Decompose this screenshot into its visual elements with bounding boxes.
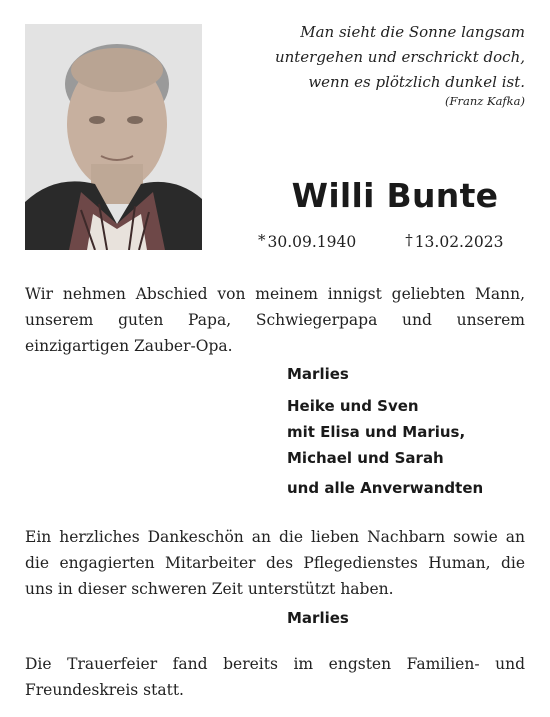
- death-date: 13.02.2023: [414, 233, 504, 251]
- life-dates: [258, 231, 538, 251]
- portrait-photo-icon: [25, 24, 202, 250]
- birth-date: 30.09.1940: [267, 233, 357, 251]
- funeral-paragraph: Die Trauerfeier fand bereits im engsten Familien- und Freundeskreis statt.: [25, 655, 525, 699]
- deceased-name: Willi Bunte: [291, 176, 499, 215]
- quote-source: (Franz Kafka): [445, 94, 525, 108]
- birth-symbol: *: [258, 231, 266, 249]
- quote-line: untergehen und erschrickt doch,: [274, 48, 525, 66]
- kafka-quote: [260, 20, 525, 110]
- death-symbol: †: [405, 231, 413, 249]
- mourner-family-line: mit Elisa und Marius,: [287, 423, 466, 441]
- birth-date-group: [258, 231, 356, 251]
- mourner-family-line: Michael und Sarah: [287, 449, 444, 467]
- mourner-relatives: und alle Anverwandten: [287, 479, 484, 497]
- thanks-signature: Marlies: [287, 609, 349, 627]
- mourner-family: [287, 393, 465, 471]
- portrait-photo: [25, 24, 202, 250]
- thanks-paragraph: Ein herzliches Dankeschön an die lieben Nachbarn sowie an die engagierten Mitarbeiter des Pflegedienstes Human, die uns in dieser schweren Zeit unterstützt haben.: [25, 528, 525, 598]
- death-date-group: [405, 231, 503, 251]
- quote-line: Man sieht die Sonne langsam: [300, 23, 525, 41]
- farewell-paragraph: Wir nehmen Abschied von meinem innigst geliebten Mann, unserem guten Papa, Schwiegerpapa und unserem einzigartigen Zauber-Opa.: [25, 285, 525, 355]
- mourner-family-line: Heike und Sven: [287, 397, 419, 415]
- mourner-first: Marlies: [287, 365, 349, 383]
- quote-line: wenn es plötzlich dunkel ist.: [308, 73, 525, 91]
